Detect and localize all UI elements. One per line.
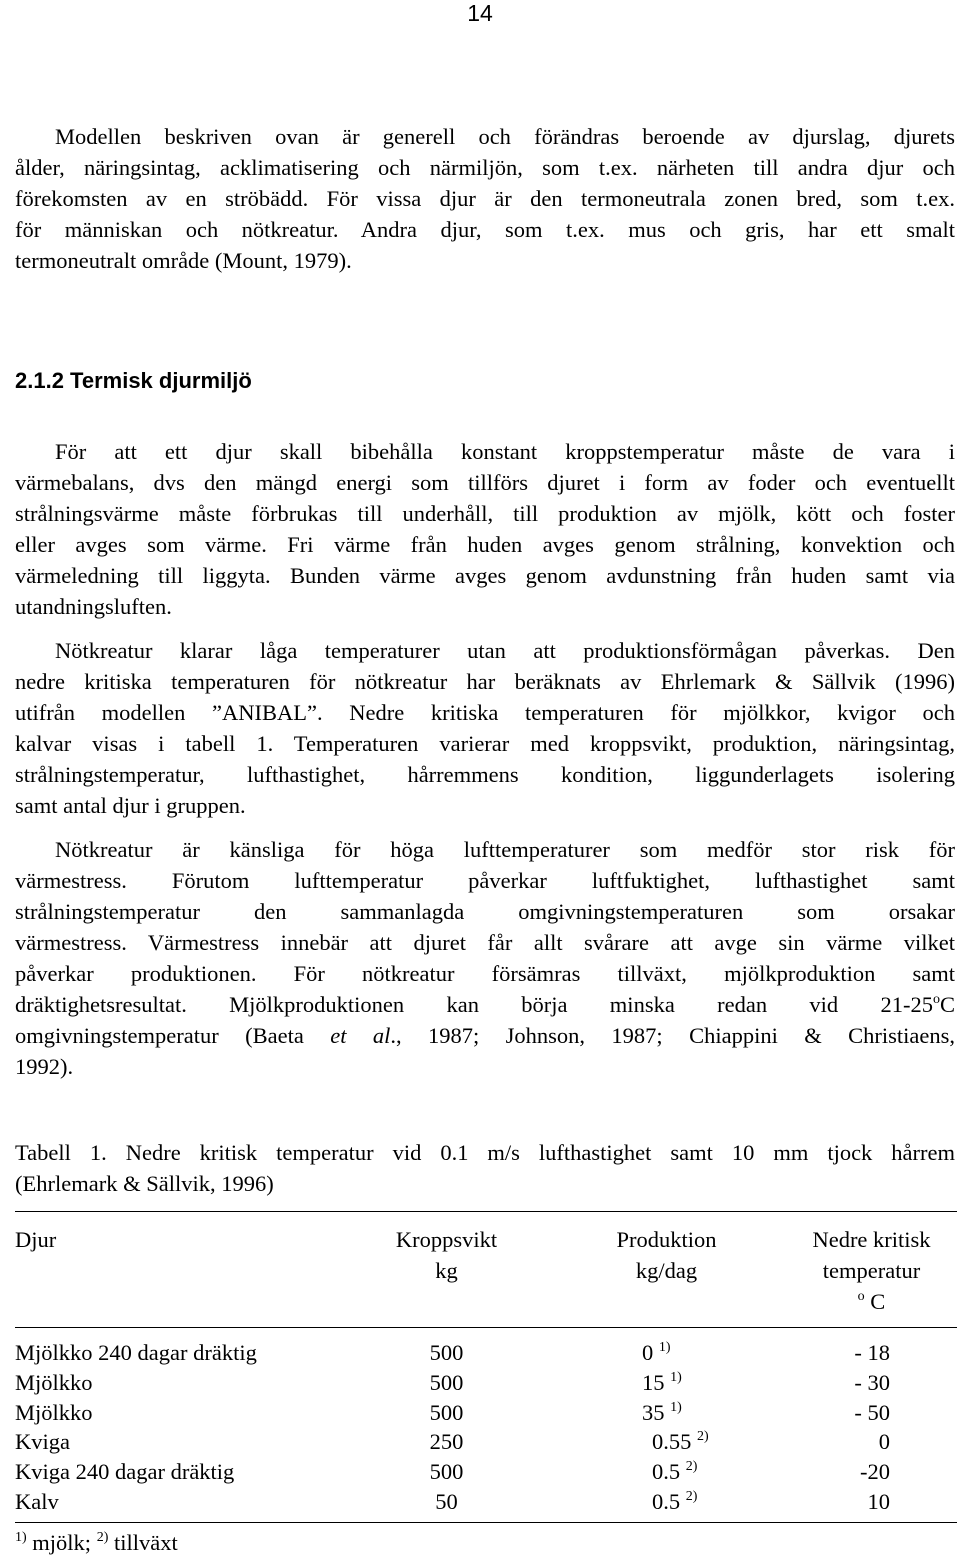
header-kroppsvikt-unit: kg: [435, 1258, 458, 1283]
para3-line-7-text: omgivningstemperatur (Baeta: [15, 1023, 331, 1048]
para1-line-3: strålningsvärme måste förbrukas till underhåll, till produktion av mjölk, kött och foster: [15, 501, 955, 526]
para2-line-2: nedre kritiska temperaturen för nötkreatur har beräknats av Ehrlemark & Sällvik (1996): [15, 669, 955, 694]
degree-superscript: o: [932, 992, 940, 1007]
row-5-nedre: -20: [860, 1459, 890, 1484]
row-5-kroppsvikt: 500: [429, 1459, 464, 1484]
table-header-rule: [15, 1327, 957, 1328]
header-temperatur-unit: [780, 1287, 960, 1317]
row-2-produktion: [642, 1368, 682, 1398]
para3-line-6-unit: C: [939, 992, 955, 1017]
header-produktion-unit: kg/dag: [635, 1258, 698, 1283]
footnote-marker-2: 2): [96, 1530, 109, 1545]
para3-line-7: [15, 1021, 955, 1051]
row-3-kroppsvikt: 500: [429, 1400, 464, 1425]
header-kroppsvikt: Kroppsvikt: [395, 1227, 498, 1252]
row-4-produktion: [652, 1427, 709, 1457]
row-3-produktion-value: 35: [642, 1400, 665, 1425]
para1-line-6: utandningsluften.: [15, 594, 172, 619]
header-degree-sup: o: [857, 1289, 865, 1304]
row-2-nedre: - 30: [854, 1370, 890, 1395]
row-4-produktion-value: 0.55: [652, 1429, 692, 1454]
table-caption-line-2: (Ehrlemark & Sällvik, 1996): [15, 1171, 274, 1196]
row-1-nedre: - 18: [854, 1340, 890, 1365]
intro-line-5: termoneutralt område (Mount, 1979).: [15, 248, 352, 273]
para2-line-4: kalvar visas i tabell 1. Temperaturen varierar med kroppsvikt, produktion, näringsintag,: [15, 731, 955, 756]
row-3-produktion: [642, 1398, 682, 1428]
row-2-djur: Mjölkko: [15, 1370, 93, 1395]
header-djur: Djur: [15, 1227, 57, 1252]
para3-line-7-rest: ., 1987; Johnson, 1987; Chiappini & Christiaens,: [390, 1023, 955, 1048]
row-2-kroppsvikt: 500: [429, 1370, 464, 1395]
footnote-text-2: tillväxt: [108, 1530, 178, 1555]
table-footnote: [15, 1528, 178, 1558]
row-4-kroppsvikt: 250: [429, 1429, 464, 1454]
row-6-produktion: [652, 1487, 697, 1517]
row-3-footnote: 1): [670, 1400, 682, 1415]
row-4-nedre: 0: [878, 1429, 890, 1454]
intro-line-3: förekomsten av en ströbädd. För vissa djur är den termoneutrala zonen bred, som t.ex.: [15, 186, 955, 211]
table-top-rule: [15, 1211, 957, 1212]
para1-line-5: värmeledning till liggyta. Bunden värme avges genom avdunstning från huden samt via: [15, 563, 955, 588]
section-heading: 2.1.2 Termisk djurmiljö: [15, 368, 252, 393]
row-2-footnote: 1): [670, 1370, 682, 1385]
para2-line-6: samt antal djur i gruppen.: [15, 793, 246, 818]
para3-line-1: Nötkreatur är känsliga för höga lufttemperaturer som medför stor risk för: [55, 837, 955, 862]
para2-line-1: Nötkreatur klarar låga temperaturer utan att produktionsförmågan påverkas. Den: [55, 638, 955, 663]
row-6-djur: Kalv: [15, 1489, 59, 1514]
row-1-produktion-value: 0: [642, 1340, 654, 1365]
intro-line-1: Modellen beskriven ovan är generell och förändras beroende av djurslag, djurets: [55, 124, 955, 149]
row-1-produktion: [642, 1338, 671, 1368]
row-4-footnote: 2): [697, 1429, 709, 1444]
row-5-footnote: 2): [685, 1459, 698, 1474]
row-5-produktion-value: 0.5: [652, 1459, 681, 1484]
para3-line-6: [15, 990, 955, 1020]
table-bottom-rule: [15, 1522, 957, 1523]
row-6-nedre: 10: [867, 1489, 890, 1514]
para3-line-3: strålningstemperatur den sammanlagda omgivningstemperaturen som orsakar: [15, 899, 955, 924]
row-1-footnote: 1): [658, 1340, 671, 1355]
header-produktion: Produktion: [616, 1227, 717, 1252]
table-caption-line-1: Tabell 1. Nedre kritisk temperatur vid 0.1 m/s lufthastighet samt 10 mm tjock hårrem: [15, 1140, 955, 1165]
row-5-djur: Kviga 240 dagar dräktig: [15, 1459, 235, 1484]
para2-line-5: strålningstemperatur, lufthastighet, hårremmens kondition, liggunderlagets isolering: [15, 762, 955, 787]
row-1-djur: Mjölkko 240 dagar dräktig: [15, 1340, 257, 1365]
para1-line-4: eller avges som värme. Fri värme från huden avges genom strålning, konvektion och: [15, 532, 955, 557]
para3-line-5: påverkar produktionen. För nötkreatur försämras tillväxt, mjölkproduktion samt: [15, 961, 955, 986]
row-6-footnote: 2): [685, 1489, 698, 1504]
row-2-produktion-value: 15: [642, 1370, 665, 1395]
footnote-marker-1: 1): [15, 1530, 27, 1545]
header-celsius: C: [864, 1289, 886, 1314]
header-temperatur: temperatur: [822, 1258, 921, 1283]
row-3-djur: Mjölkko: [15, 1400, 93, 1425]
et-al-italic: et al: [330, 1023, 391, 1048]
row-5-produktion: [652, 1457, 697, 1487]
para2-line-3: utifrån modellen ”ANIBAL”. Nedre kritiska temperaturen för mjölkkor, kvigor och: [15, 700, 955, 725]
para1-line-2: värmebalans, dvs den mängd energi som tillförs djuret i form av foder och eventuellt: [15, 470, 955, 495]
row-1-kroppsvikt: 500: [429, 1340, 464, 1365]
para3-line-2: värmestress. Förutom lufttemperatur påverkar luftfuktighet, lufthastighet samt: [15, 868, 955, 893]
intro-line-2: ålder, näringsintag, acklimatisering och närmiljön, som t.ex. närheten till andra djur och: [15, 155, 955, 180]
para3-line-8: 1992).: [15, 1054, 74, 1079]
row-3-nedre: - 50: [854, 1400, 890, 1425]
para3-line-4: värmestress. Värmestress innebär att djuret får allt svårare att avge sin värme vilket: [15, 930, 955, 955]
footnote-text-1: mjölk;: [26, 1530, 97, 1555]
page-number: 14: [467, 0, 493, 26]
para1-line-1: För att ett djur skall bibehålla konstant kroppstemperatur måste de vara i: [55, 439, 955, 464]
para3-line-6-text: dräktighetsresultat. Mjölkproduktionen kan börja minska redan vid 21-25: [15, 992, 933, 1017]
row-6-produktion-value: 0.5: [652, 1489, 681, 1514]
row-6-kroppsvikt: 50: [435, 1489, 458, 1514]
header-nedre-kritisk: Nedre kritisk: [812, 1227, 931, 1252]
intro-line-4: för människan och nötkreatur. Andra djur, som t.ex. mus och gris, har ett smalt: [15, 217, 955, 242]
row-4-djur: Kviga: [15, 1429, 70, 1454]
